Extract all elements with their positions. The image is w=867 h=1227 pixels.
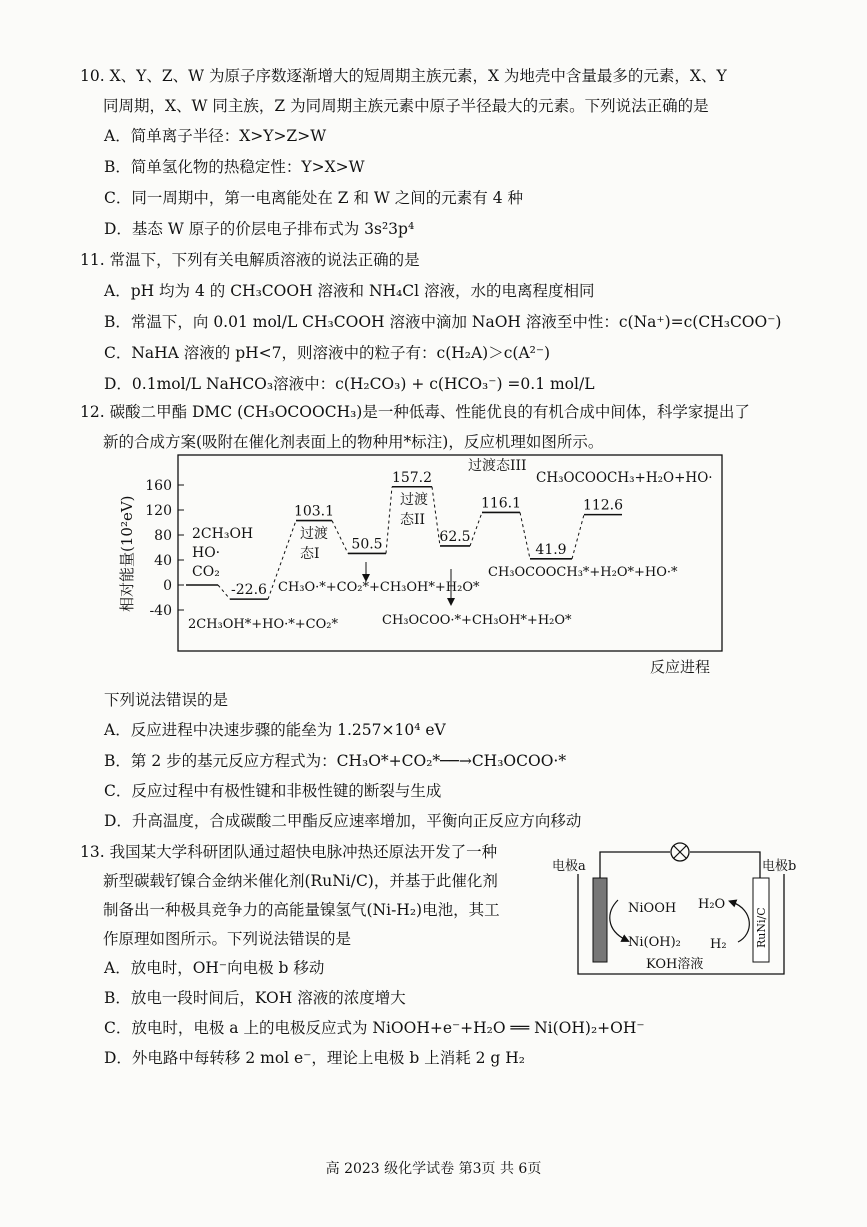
energy-value-label: 103.1 [293, 503, 335, 520]
y-axis-label: 相对能量(10²eV) [118, 495, 136, 612]
ts1-label-1: 过渡 [300, 526, 328, 542]
q10-stem-line2: 同周期，X、W 同主族，Z 为同周期主族元素中原子半径最大的元素。下列说法正确的是 [103, 97, 709, 115]
s3-label: CH₃OCOO·*+CH₃OH*+H₂O* [382, 613, 572, 628]
q11-option-c: C．NaHA 溶液的 pH<7，则溶液中的粒子有：c(H₂A)＞c(A²⁻) [104, 344, 551, 362]
q13-option-c: C．放电时，电极 a 上的电极反应式为 NiOOH+e⁻+H₂O ══ Ni(OH)₂+OH⁻ [104, 1019, 645, 1037]
q12-stem-line1: 12. 碳酸二甲酯 DMC (CH₃OCOOCH₃)是一种低毒、性能优良的有机合成中间体，科学家提出了 [80, 403, 750, 421]
energy-connector [470, 512, 482, 546]
q12-option-a: A．反应进程中决速步骤的能垒为 1.257×10⁴ eV [104, 721, 446, 739]
energy-value-label: 41.9 [535, 541, 567, 558]
energy-value-label: -22.6 [231, 582, 267, 599]
s1-label: 2CH₃OH*+HO·*+CO₂* [188, 617, 338, 632]
q13-stem-line1: 13. 我国某大学科研团队通过超快电脉冲热还原法开发了一种 [80, 843, 498, 861]
energy-connector [332, 521, 348, 554]
q10-option-d: D．基态 W 原子的价层电子排布式为 3s²3p⁴ [104, 220, 415, 238]
page-footer: 高 2023 级化学试卷 第3页 共 6页 [325, 1161, 542, 1177]
ts2-label-1: 过渡 [400, 492, 428, 508]
energy-connector [520, 512, 530, 558]
q13-stem-line2: 新型碳载钌镍合金纳米催化剂(RuNi/C)，并基于此催化剂 [103, 872, 498, 890]
q13-stem-line4: 作原理如图所示。下列说法错误的是 [103, 930, 352, 948]
q10-option-c: C．同一周期中，第一电离能处在 Z 和 W 之间的元素有 4 种 [104, 189, 523, 207]
q11-stem: 11. 常温下，下列有关电解质溶液的说法正确的是 [80, 251, 420, 269]
y-tick-label: 40 [154, 553, 172, 569]
energy-profile-chart [110, 452, 730, 682]
y-tick-label: 160 [145, 478, 172, 494]
q12-prompt: 下列说法错误的是 [104, 691, 229, 709]
q13-stem-line3: 制备出一种极具竞争力的高能量镍氢气(Ni-H₂)电池，其工 [103, 901, 500, 919]
energy-connector [432, 487, 440, 546]
s4-label: CH₃OCOOCH₃*+H₂O*+HO·* [488, 565, 678, 580]
q10-option-b: B．简单氢化物的热稳定性：Y>X>W [104, 158, 365, 176]
ts3-label: 过渡态III [468, 458, 527, 474]
arrow-h2-to-h2o [732, 902, 749, 942]
q10-stem-line1: 10. X、Y、Z、W 为原子序数逐渐增大的短周期主族元素，X 为地壳中含量最多的元素，X、Y [80, 67, 727, 85]
electrode-b-label: 电极b [762, 859, 797, 874]
y-tick-label: 0 [163, 578, 172, 594]
y-tick-label: -40 [149, 603, 172, 619]
s2-label: CH₃O·*+CO₂*+CH₃OH*+H₂O* [278, 580, 480, 595]
nioh2-label: Ni(OH)₂ [628, 935, 681, 950]
q13-option-b: B．放电一段时间后，KOH 溶液的浓度增大 [104, 989, 406, 1007]
energy-value-label: 62.5 [439, 528, 471, 545]
q11-option-b: B．常温下，向 0.01 mol/L CH₃COOH 溶液中滴加 NaOH 溶液至中性：c(Na⁺)=c(CH₃COO⁻) [104, 313, 782, 331]
electrode-a-label: 电极a [552, 859, 586, 874]
q12-option-c: C．反应过程中有极性键和非极性键的断裂与生成 [104, 782, 442, 800]
q10-option-a: A．简单离子半径：X>Y>Z>W [104, 127, 327, 145]
q13-option-a: A．放电时，OH⁻向电极 b 移动 [104, 959, 325, 977]
q11-option-d: D．0.1mol/L NaHCO₃溶液中：c(H₂CO₃) + c(HCO₃⁻) =0.1 mol/L [104, 375, 595, 393]
q12-stem-line2: 新的合成方案(吸附在催化剂表面上的物种用*标注)，反应机理如图所示。 [103, 433, 604, 451]
energy-connector [386, 487, 392, 554]
niooh-label: NiOOH [628, 901, 677, 916]
q11-option-a: A．pH 均为 4 的 CH₃COOH 溶液和 NH₄Cl 溶液，水的电离程度相同 [104, 282, 595, 300]
q12-option-d: D．升高温度，合成碳酸二甲酯反应速率增加，平衡向正反应方向移动 [104, 812, 582, 830]
h2o-label: H₂O [698, 897, 726, 912]
runic-label: RuNi/C [755, 907, 768, 948]
q12-option-b: B．第 2 步的基元反应方程式为：CH₃O*+CO₂*──→CH₃OCOO·* [104, 752, 567, 770]
energy-value-label: 116.1 [480, 495, 522, 512]
q13-option-d: D．外电路中每转移 2 mol e⁻，理论上电极 b 上消耗 2 g H₂ [104, 1049, 525, 1067]
product-label: CH₃OCOOCH₃+H₂O+HO· [536, 470, 713, 486]
arrow-niooh-to-nioh2 [610, 900, 626, 940]
ts2-label-2: 态II [400, 512, 426, 528]
energy-value-label: 50.5 [351, 536, 383, 553]
start-label-2: HO· [192, 545, 221, 561]
y-tick-label: 80 [154, 528, 172, 544]
battery-diagram [548, 838, 808, 980]
y-tick-label: 120 [145, 503, 172, 519]
energy-value-label: 112.6 [582, 497, 624, 514]
electrode-a [593, 878, 607, 962]
koh-label: KOH溶液 [646, 957, 704, 972]
energy-value-label: 157.2 [391, 469, 433, 486]
x-axis-label: 反应进程 [650, 658, 711, 676]
h2-label: H₂ [710, 937, 727, 952]
energy-connector [218, 585, 230, 599]
start-label-3: CO₂ [192, 564, 220, 580]
energy-connector [572, 515, 584, 559]
ts1-label-2: 态I [300, 546, 320, 562]
start-label-1: 2CH₃OH [192, 526, 254, 542]
